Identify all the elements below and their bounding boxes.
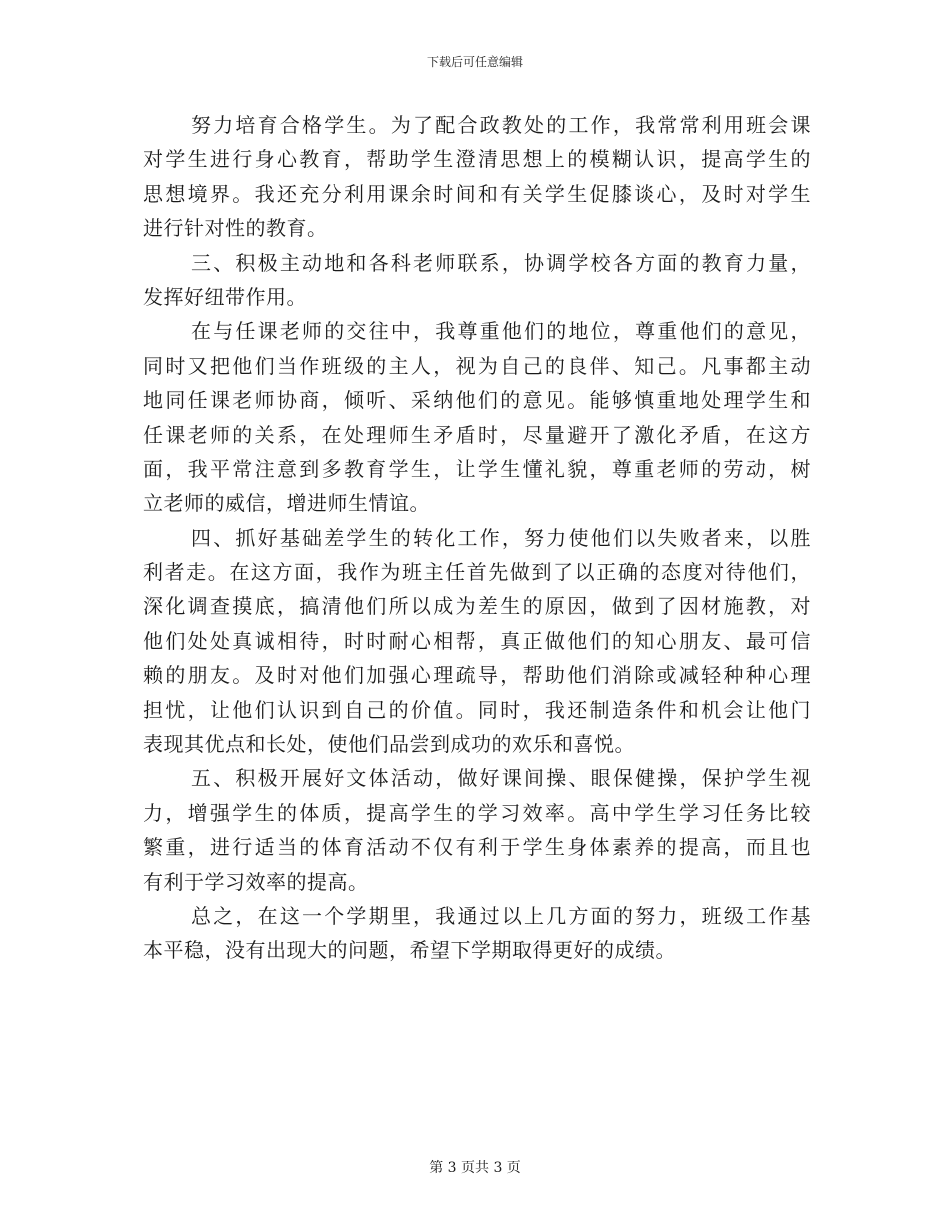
page-footer: 第 3 页共 3 页 bbox=[429, 1160, 521, 1176]
text-line: 在与任课老师的交往中，我尊重他们的地位，尊重他们的意见， bbox=[191, 319, 811, 344]
text-line: 面，我平常注意到多教育学生，让学生懂礼貌，尊重老师的劳动，树 bbox=[143, 456, 811, 481]
text-line: 利者走。在这方面，我作为班主任首先做到了以正确的态度对待他们， bbox=[143, 560, 811, 585]
text-line: 发挥好纽带作用。 bbox=[143, 284, 307, 309]
text-line: 赖的朋友。及时对他们加强心理疏导，帮助他们消除或减轻种种心理 bbox=[143, 663, 811, 688]
text-line: 同时又把他们当作班级的主人，视为自己的良伴、知己。凡事都主动 bbox=[143, 353, 811, 378]
text-line: 努力培育合格学生。为了配合政教处的工作，我常常利用班会课 bbox=[191, 113, 811, 137]
text-line: 四、抓好基础差学生的转化工作，努力使他们以失败者来，以胜 bbox=[191, 525, 811, 550]
text-line: 地同任课老师协商，倾听、采纳他们的意见。能够慎重地处理学生和 bbox=[143, 388, 811, 413]
text-line: 立老师的威信，增进师生情谊。 bbox=[143, 491, 430, 516]
document-body bbox=[143, 108, 811, 968]
text-line: 三、积极主动地和各科老师联系，协调学校各方面的教育力量， bbox=[191, 250, 811, 275]
text-line: 五、积极开展好文体活动，做好课间操、眼保健操，保护学生视 bbox=[191, 766, 811, 791]
text-line: 繁重，进行适当的体育活动不仅有利于学生身体素养的提高，而且也 bbox=[143, 835, 811, 860]
text-line: 思想境界。我还充分利用课余时间和有关学生促膝谈心，及时对学生 bbox=[143, 181, 811, 206]
text-line: 他们处处真诚相待，时时耐心相帮，真正做他们的知心朋友、最可信 bbox=[143, 628, 811, 653]
text-line: 本平稳，没有出现大的问题，希望下学期取得更好的成绩。 bbox=[143, 938, 676, 963]
text-line: 深化调查摸底，搞清他们所以成为差生的原因，做到了因材施教，对 bbox=[143, 594, 811, 619]
text-line: 任课老师的关系，在处理师生矛盾时，尽量避开了激化矛盾，在这方 bbox=[143, 422, 811, 447]
text-line: 对学生进行身心教育，帮助学生澄清思想上的模糊认识，提高学生的 bbox=[143, 147, 811, 172]
page-header: 下载后可任意编辑 bbox=[426, 55, 523, 69]
text-line: 进行针对性的教育。 bbox=[143, 216, 328, 241]
text-line: 表现其优点和长处，使他们品尝到成功的欢乐和喜悦。 bbox=[143, 732, 635, 757]
text-line: 担忧，让他们认识到自己的价值。同时，我还制造条件和机会让他门 bbox=[143, 697, 811, 722]
text-line: 有利于学习效率的提高。 bbox=[143, 869, 369, 894]
text-line: 总之，在这一个学期里，我通过以上几方面的努力，班级工作基 bbox=[191, 903, 811, 928]
text-line: 力，增强学生的体质，提高学生的学习效率。高中学生学习任务比较 bbox=[143, 800, 811, 825]
